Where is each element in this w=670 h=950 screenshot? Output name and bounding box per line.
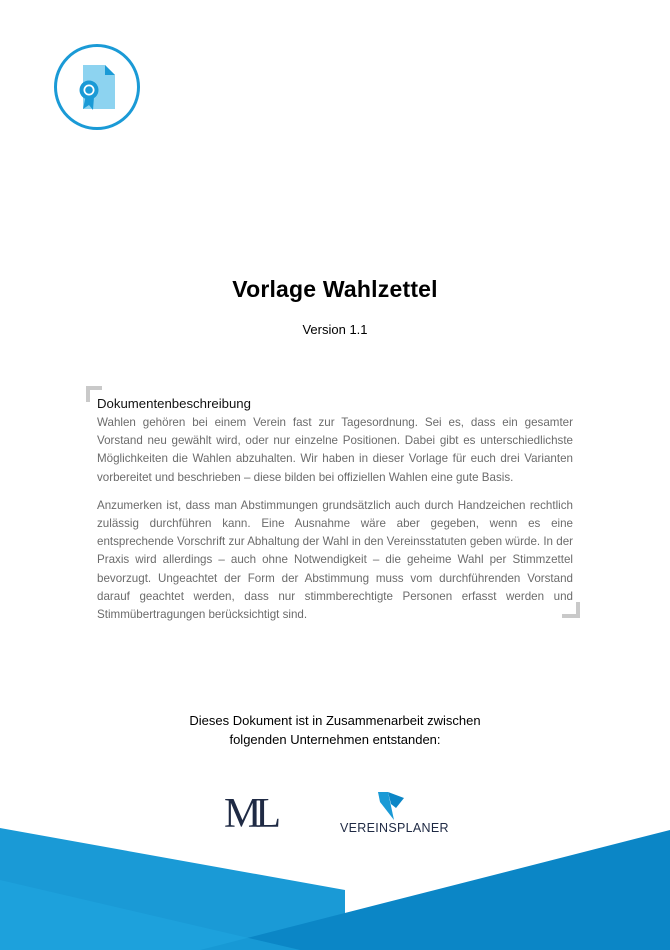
cooperation-note — [0, 711, 670, 749]
description-section — [97, 395, 573, 634]
document-title: Vorlage Wahlzettel — [232, 276, 438, 302]
description-paragraph: Wahlen gehören bei einem Verein fast zur Tagesordnung. Sei es, dass ein gesamter Vorstand neu gewählt wird, oder nur einzelne Positionen. Dabei gibt es unterschiedlichste Möglichkeiten die Wahlen abzuhalten. Wir haben in dieser Vorlage für euch drei Varianten vorbereitet und beschrieben – diese bilden bei offiziellen Wahlen eine gute Basis. — [97, 416, 573, 484]
footer-decoration — [0, 820, 670, 950]
vereinsplaner-wordmark: VEREINSPLANER — [340, 821, 449, 835]
certificate-document-icon — [53, 43, 141, 131]
cooperation-line-1: Dieses Dokument ist in Zusammenarbeit zwischen — [189, 713, 481, 728]
corner-bracket-bottom-right — [562, 602, 580, 618]
document-version: Version 1.1 — [302, 322, 368, 337]
description-paragraph: Anzumerken ist, dass man Abstimmungen grundsätzlich auch durch Handzeichen rechtlich zulässig durchführen kann. Eine Ausnahme wäre aber gegeben, wenn es eine entsprechende Vorschrift zur Abhaltung der Wahl in den Vereinsstatuten geben würde. In der Praxis wird allerdings – auch ohne Notwendigkeit – die geheime Wahl per Stimmzettel bevorzugt. Ungeachtet der Form der Abstimmung muss vom durchführenden Vorstand darauf geachtet werden, dass nur stimmberechtigte Personen erfasst werden und Stimmübertragungen berücksichtigt sind. — [97, 498, 573, 622]
cooperation-line-2: folgenden Unternehmen entstanden: — [229, 732, 441, 747]
description-heading: Dokumentenbeschreibung — [97, 396, 251, 411]
ml-logo-text: ML — [224, 794, 275, 830]
